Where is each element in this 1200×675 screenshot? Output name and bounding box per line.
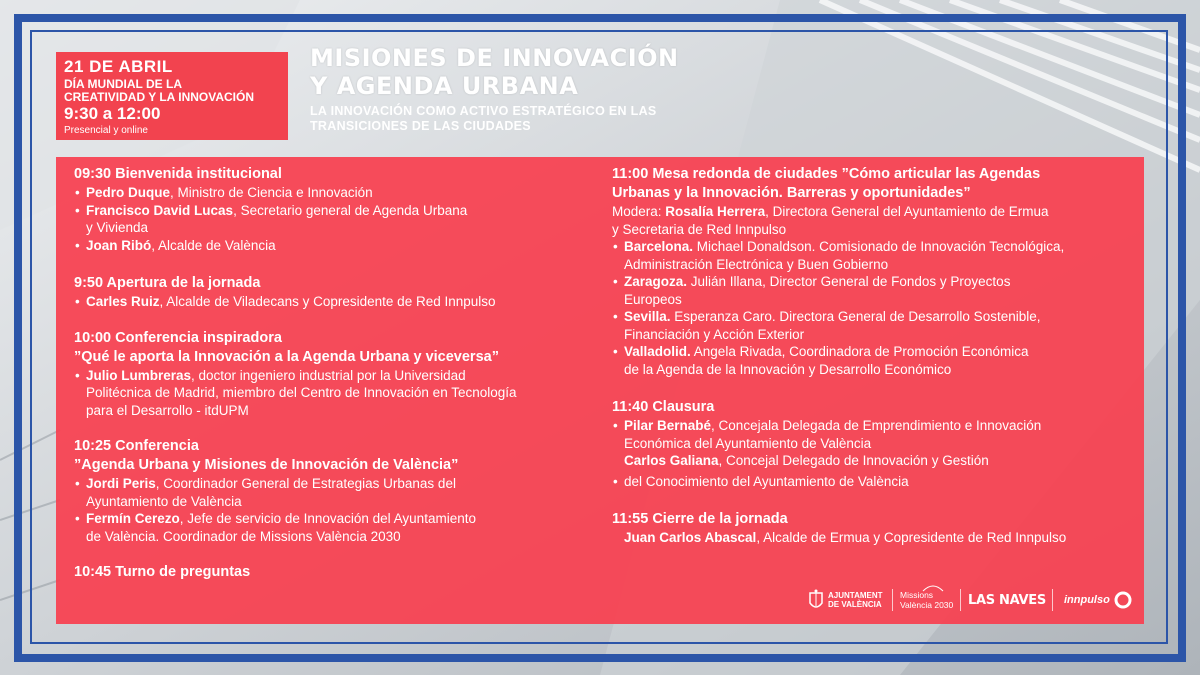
session-heading: 10:00 Conferencia inspiradora [74, 329, 282, 346]
bullet: • [75, 367, 80, 383]
event-time: 9:30 a 12:00 [64, 104, 161, 123]
speaker-item [74, 293, 594, 311]
ajuntament-line1: AJUNTAMENT [828, 591, 883, 600]
session-heading: 09:30 Bienvenida institucional [74, 166, 282, 182]
session-quote: ”Agenda Urbana y Misiones de Innovación de València” [74, 457, 459, 473]
ajuntament-line2: DE VALÈNCIA [828, 600, 882, 609]
session-preguntas [74, 563, 594, 582]
session-cierre [612, 510, 1137, 547]
speaker-item [74, 237, 594, 255]
program-right-column [612, 165, 1137, 547]
bullet: • [613, 344, 618, 359]
speaker-role-cont: y Vivienda [86, 220, 149, 235]
speaker-role: , Ministro de Ciencia e Innovación [170, 185, 373, 200]
bullet: • [613, 418, 618, 433]
moderator-role: , Directora General del Ayuntamiento de Ermua [765, 204, 1049, 219]
speaker-role: , Alcalde de València [151, 237, 276, 253]
bullet: • [613, 274, 618, 289]
event-title-line2: Y AGENDA URBANA [310, 72, 579, 100]
speaker-name: Jordi Peris [86, 476, 156, 491]
city-item [612, 343, 1137, 361]
moderator-name: Rosalía Herrera [665, 204, 766, 219]
speaker-item [612, 529, 1137, 547]
speaker-role-cont: de València. Coordinador de Missions València 2030 [86, 528, 401, 544]
speaker-item [74, 367, 594, 385]
bullet: • [613, 309, 618, 324]
city-speaker-cont: Financiación y Acción Exterior [624, 326, 805, 342]
session-heading-cont: Urbanas y la Innovación. Barreras y oportunidades” [612, 185, 971, 201]
event-date: 21 DE ABRIL [64, 57, 173, 76]
speaker-role-cont: del Conocimiento del Ayuntamiento de València [624, 473, 909, 489]
speaker-role: , Concejala Delegada de Emprendimiento e Innovación [711, 418, 1042, 433]
bullet: • [613, 239, 618, 254]
speaker-name: Fermín Cerezo [86, 511, 180, 526]
event-title-line1: MISIONES DE INNOVACIÓN [310, 44, 679, 72]
bullet: • [613, 473, 618, 489]
event-day-line1: DÍA MUNDIAL DE LA [64, 77, 182, 91]
missions-valencia-logo [900, 585, 953, 615]
innpulso-circle-icon [1113, 590, 1133, 610]
session-heading: 11:55 Cierre de la jornada [612, 511, 788, 527]
missions-arc-icon [922, 584, 944, 592]
date-box [56, 52, 288, 140]
session-mesa-redonda [612, 165, 1137, 378]
bullet: • [75, 202, 80, 218]
session-quote: ”Qué le aporta la Innovación a la Agenda Urbana y viceversa” [74, 348, 499, 365]
moderator-role-cont: y Secretaria de Red Innpulso [612, 221, 787, 237]
speaker-role: , Alcalde de Viladecans y Copresidente de Red Innpulso [159, 294, 496, 309]
las-naves-logo [968, 585, 1046, 615]
logo-divider [960, 589, 961, 611]
speaker-name: Julio Lumbreras [86, 367, 192, 383]
bullet: • [75, 476, 80, 491]
speaker-name: Joan Ribó [86, 237, 152, 253]
session-bienvenida [74, 165, 594, 254]
session-heading: 9:50 Apertura de la jornada [74, 275, 261, 291]
city-speaker: Angela Rivada, Coordinadora de Promoción Económica [690, 344, 1029, 359]
speaker-role: , Secretario general de Agenda Urbana [233, 202, 468, 218]
speaker-name: Carles Ruiz [86, 294, 160, 309]
speaker-name: Juan Carlos Abascal [624, 530, 757, 545]
logo-divider [892, 589, 893, 611]
speaker-role: , Coordinador General de Estrategias Urbanas del [155, 476, 456, 491]
sponsor-logos [808, 585, 1138, 615]
speaker-name: Francisco David Lucas [86, 202, 234, 218]
city-speaker-cont: Europeos [624, 291, 682, 307]
bullet: • [75, 237, 80, 253]
speaker-role: , Alcalde de Ermua y Copresidente de Red Innpulso [756, 530, 1067, 545]
program-left-column [74, 165, 594, 582]
speaker-name: Carlos Galiana [624, 453, 719, 468]
innpulso-text: innpulso [1064, 594, 1110, 606]
speaker-item [612, 452, 1137, 470]
session-conferencia [74, 437, 594, 545]
speaker-role-cont: para el Desarrollo - itdUPM [86, 402, 249, 418]
speaker-item [74, 475, 594, 493]
city-name: Barcelona. [624, 239, 694, 254]
speaker-item [612, 417, 1137, 435]
session-heading: 10:45 Turno de preguntas [74, 564, 251, 580]
missions-line1: Missions [900, 590, 934, 600]
session-heading: 11:00 Mesa redonda de ciudades ”Cómo articular las Agendas [612, 166, 1041, 182]
city-name: Sevilla. [624, 309, 671, 324]
event-day-line2: CREATIVIDAD Y LA INNOVACIÓN [64, 90, 255, 104]
speaker-item [74, 510, 594, 528]
city-item [612, 238, 1137, 256]
las-naves-text: LAS NAVES [968, 592, 1046, 608]
session-heading: 11:40 Clausura [612, 399, 715, 415]
city-speaker: Michael Donaldson. Comisionado de Innovación Tecnológica, [693, 239, 1065, 254]
bullet: • [75, 185, 80, 200]
coat-of-arms-icon [808, 589, 824, 611]
city-speaker: Julián Illana, Director General de Fondos y Proyectos [687, 274, 1011, 289]
event-subtitle-line1: LA INNOVACIÓN COMO ACTIVO ESTRATÉGICO EN LAS [310, 104, 657, 118]
event-mode: Presencial y online [64, 125, 148, 136]
city-item [612, 308, 1137, 326]
city-name: Valladolid. [624, 344, 691, 359]
moderator-item [612, 203, 1137, 221]
speaker-role: , doctor ingeniero industrial por la Universidad [191, 367, 466, 383]
city-speaker-cont: de la Agenda de la Innovación y Desarrollo Económico [624, 361, 952, 377]
speaker-item [74, 202, 594, 220]
speaker-role-cont: Económica del Ayuntamiento de València [624, 435, 872, 451]
event-title-block [310, 44, 679, 134]
speaker-role: , Concejal Delegado de Innovación y Gestión [718, 453, 989, 468]
moderator-label: Modera: [612, 204, 666, 219]
missions-line2: València 2030 [900, 600, 954, 610]
speaker-item [74, 184, 594, 202]
bullet: • [75, 294, 80, 309]
logo-divider [1052, 589, 1053, 611]
city-speaker: Esperanza Caro. Directora General de Desarrollo Sostenible, [670, 309, 1041, 324]
city-speaker-cont: Administración Electrónica y Buen Gobierno [624, 256, 889, 272]
speaker-name: Pilar Bernabé [624, 418, 712, 433]
ajuntament-valencia-logo [808, 585, 883, 615]
speaker-role: , Jefe de servicio de Innovación del Ayuntamiento [179, 511, 476, 526]
speaker-role-cont-item [612, 473, 1137, 491]
innpulso-logo [1064, 585, 1133, 615]
bullet: • [75, 511, 80, 526]
speaker-name: Pedro Duque [86, 185, 171, 200]
session-clausura [612, 398, 1137, 490]
session-conferencia-inspiradora [74, 329, 594, 420]
speaker-role-cont: Politécnica de Madrid, miembro del Centro de Innovación en Tecnología [86, 385, 517, 400]
event-subtitle-line2: TRANSICIONES DE LAS CIUDADES [310, 119, 531, 133]
city-item [612, 273, 1137, 291]
speaker-role-cont: Ayuntamiento de València [86, 493, 242, 509]
session-heading: 10:25 Conferencia [74, 438, 199, 454]
city-name: Zaragoza. [624, 274, 688, 289]
program-panel [56, 157, 1144, 624]
session-apertura [74, 274, 594, 311]
